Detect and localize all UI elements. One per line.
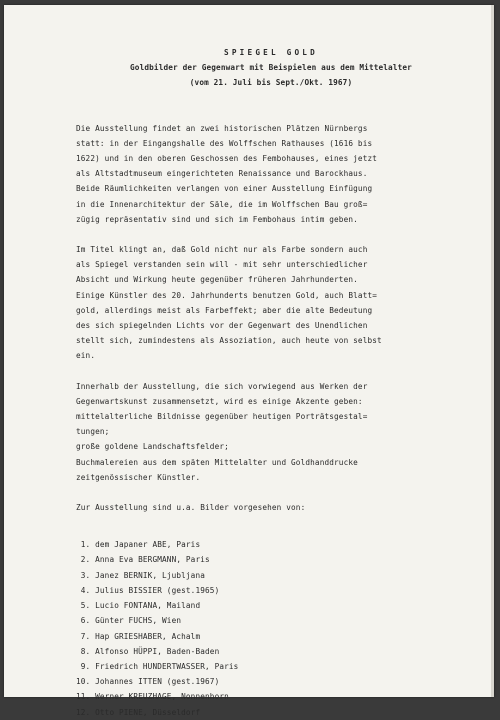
page-edge: [491, 5, 494, 697]
text-line: statt: in der Eingangshalle des Wolffschen Rathauses (1616 bis: [76, 138, 373, 148]
text-line: gold, allerdings meist als Farbeffekt; aber die alte Bedeutung: [76, 305, 373, 315]
list-item: 10. Johannes ITTEN (gest.1967): [76, 677, 220, 687]
spacer: [76, 364, 466, 379]
text-line: Die Ausstellung findet an zwei historischen Plätzen Nürnbergs: [76, 123, 368, 133]
text-line: als Altstadtmuseum eingerichteten Renaissance und Barockhaus.: [76, 169, 368, 179]
list-item: 7. Hap GRIESHABER, Achalm: [76, 631, 201, 641]
paragraph-venue: [76, 121, 466, 227]
paragraph-title-meaning: [76, 242, 466, 364]
text-line: Buchmalereien aus dem späten Mittelalter und Goldhanddrucke: [76, 457, 358, 467]
text-line: stellt sich, zumindestens als Assoziation, auch heute von selbst: [76, 336, 382, 346]
text-line: 1622) und in den oberen Geschossen des Fembohauses, eines jetzt: [76, 154, 378, 164]
exhibition-dates: (vom 21. Juli bis Sept./Okt. 1967): [189, 78, 353, 88]
spacer: [76, 485, 466, 500]
list-item: 5. Lucio FONTANA, Mailand: [76, 601, 201, 611]
artist-list: [76, 537, 466, 719]
text-line: Zur Ausstellung sind u.a. Bilder vorgesehen von:: [76, 503, 306, 513]
text-line: tungen;: [76, 427, 110, 437]
list-item: 8. Alfonso HÜPPI, Baden-Baden: [76, 646, 220, 656]
spacer: [76, 91, 466, 121]
list-item: 12. Otto PIENE, Düsseldorf: [76, 707, 201, 717]
text-line: zeitgenössischer Künstler.: [76, 472, 201, 482]
text-line: mittelalterliche Bildnisse gegenüber heutigen Porträtsgestal=: [76, 412, 368, 422]
list-item: 11. Werner KREUZHAGE, Nonnenhorn: [76, 692, 229, 702]
text-line: des sich spiegelnden Lichts vor der Gegenwart des Unendlichen: [76, 321, 368, 331]
list-item: 6. Günter FUCHS, Wien: [76, 616, 182, 626]
text-line: als Spiegel verstanden sein will - mit sehr unterschiedlicher: [76, 260, 368, 270]
list-item: 9. Friedrich HUNDERTWASSER, Paris: [76, 661, 239, 671]
text-line: in die Innenarchitektur der Säle, die im Wolffschen Bau groß=: [76, 199, 368, 209]
text-line: Im Titel klingt an, daß Gold nicht nur als Farbe sondern auch: [76, 245, 368, 255]
text-line: ein.: [76, 351, 96, 361]
text-line: Innerhalb der Ausstellung, die sich vorwiegend aus Werken der: [76, 381, 368, 391]
paragraph-list-intro: [76, 500, 466, 515]
text-line: Gegenwartskunst zusammensetzt, wird es einige Akzente geben:: [76, 396, 363, 406]
list-item: 3. Janez BERNIK, Ljubljana: [76, 570, 206, 580]
text-line: große goldene Landschaftsfelder;: [76, 442, 229, 452]
spacer: [76, 515, 466, 537]
paragraph-accents: [76, 379, 466, 485]
spacer: [76, 227, 466, 242]
text-line: Absicht und Wirkung heute gegenüber früheren Jahrhunderten.: [76, 275, 358, 285]
list-item: 4. Julius BISSIER (gest.1965): [76, 585, 220, 595]
list-item: 2. Anna Eva BERGMANN, Paris: [76, 555, 210, 565]
list-item: 1. dem Japaner ABE, Paris: [76, 540, 201, 550]
text-line: zügig repräsentativ sind und sich im Fembohaus intim geben.: [76, 214, 358, 224]
text-line: Einige Künstler des 20. Jahrhunderts benutzen Gold, auch Blatt=: [76, 290, 378, 300]
document-subtitle: Goldbilder der Gegenwart mit Beispielen aus dem Mittelalter: [130, 63, 412, 73]
document-title: SPIEGEL GOLD: [224, 48, 318, 57]
text-line: Beide Räumlichkeiten verlangen von einer Ausstellung Einfügung: [76, 184, 373, 194]
document-page: [4, 5, 494, 717]
document-body: [76, 45, 466, 720]
